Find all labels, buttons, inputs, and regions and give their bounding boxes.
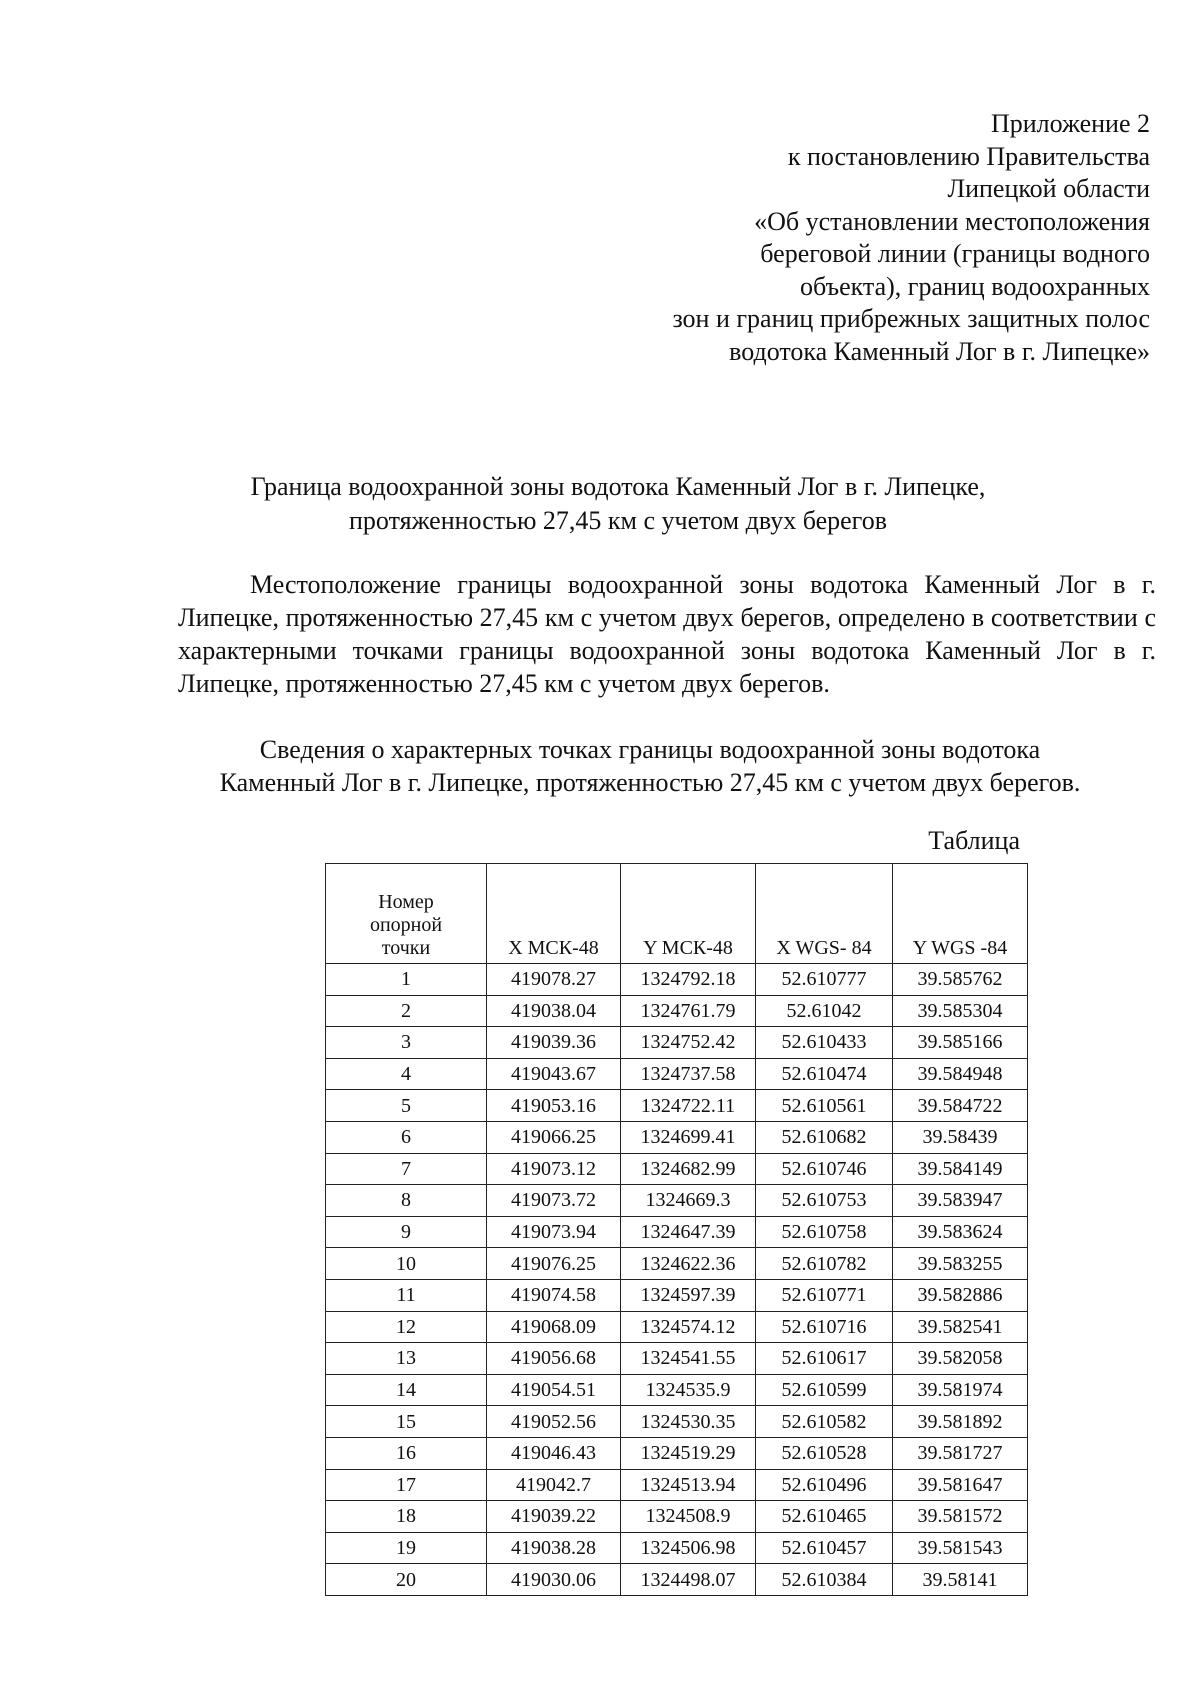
x-wgs-cell: 52.610384: [756, 1564, 893, 1596]
y-msk-cell: 1324722.11: [621, 1090, 756, 1122]
heading-line: протяженностью 27,45 км с учетом двух берегов: [349, 506, 887, 535]
table-row: [326, 1564, 1028, 1596]
x-msk-cell: 419038.28: [487, 1532, 621, 1564]
x-msk-cell: 419030.06: [487, 1564, 621, 1596]
header-x-msk: X МСК-48: [487, 864, 621, 964]
y-msk-cell: 1324761.79: [621, 995, 756, 1027]
x-msk-cell: 419076.25: [487, 1248, 621, 1280]
y-wgs-cell: 39.581974: [893, 1374, 1028, 1406]
table-row: [326, 1406, 1028, 1438]
x-wgs-cell: 52.610746: [756, 1153, 893, 1185]
x-msk-cell: 419078.27: [487, 964, 621, 996]
header-number-line: Номер: [378, 891, 434, 913]
header-y-msk: Y МСК-48: [621, 864, 756, 964]
y-wgs-cell: 39.583255: [893, 1248, 1028, 1280]
table-row: [326, 1469, 1028, 1501]
intro-line: Каменный Лог в г. Липецке, протяженностью 27,45 км с учетом двух берегов.: [219, 768, 1081, 797]
table-row: [326, 1437, 1028, 1469]
point-number-cell: 10: [326, 1248, 487, 1280]
table-row: [326, 1121, 1028, 1153]
y-msk-cell: 1324506.98: [621, 1532, 756, 1564]
x-wgs-cell: 52.610496: [756, 1469, 893, 1501]
x-wgs-cell: 52.610433: [756, 1027, 893, 1059]
table-row: [326, 1374, 1028, 1406]
y-msk-cell: 1324792.18: [621, 964, 756, 996]
x-wgs-cell: 52.610528: [756, 1437, 893, 1469]
x-msk-cell: 419066.25: [487, 1121, 621, 1153]
document-heading: [150, 470, 1086, 538]
table-intro: [150, 733, 1150, 799]
y-msk-cell: 1324737.58: [621, 1058, 756, 1090]
x-wgs-cell: 52.610716: [756, 1311, 893, 1343]
appendix-line: водотока Каменный Лог в г. Липецке»: [729, 336, 1150, 366]
y-msk-cell: 1324519.29: [621, 1437, 756, 1469]
y-wgs-cell: 39.581572: [893, 1501, 1028, 1533]
table-row: [326, 964, 1028, 996]
table-row: [326, 1311, 1028, 1343]
point-number-cell: 6: [326, 1121, 487, 1153]
point-number-cell: 5: [326, 1090, 487, 1122]
y-wgs-cell: 39.582886: [893, 1279, 1028, 1311]
point-number-cell: 20: [326, 1564, 487, 1596]
y-wgs-cell: 39.581892: [893, 1406, 1028, 1438]
table-row: [326, 1501, 1028, 1533]
point-number-cell: 11: [326, 1279, 487, 1311]
x-msk-cell: 419073.94: [487, 1216, 621, 1248]
table-row: [326, 1027, 1028, 1059]
x-msk-cell: 419073.72: [487, 1185, 621, 1217]
x-wgs-cell: 52.610474: [756, 1058, 893, 1090]
header-point-number: [326, 864, 487, 964]
appendix-line: зон и границ прибрежных защитных полос: [672, 304, 1150, 333]
x-wgs-cell: 52.610758: [756, 1216, 893, 1248]
x-wgs-cell: 52.610457: [756, 1532, 893, 1564]
x-msk-cell: 419046.43: [487, 1437, 621, 1469]
table-row: [326, 1090, 1028, 1122]
y-msk-cell: 1324513.94: [621, 1469, 756, 1501]
y-msk-cell: 1324597.39: [621, 1279, 756, 1311]
point-number-cell: 18: [326, 1501, 487, 1533]
y-msk-cell: 1324699.41: [621, 1121, 756, 1153]
y-wgs-cell: 39.585304: [893, 995, 1028, 1027]
y-msk-cell: 1324752.42: [621, 1027, 756, 1059]
x-msk-cell: 419056.68: [487, 1343, 621, 1375]
table-row: [326, 1216, 1028, 1248]
appendix-line: объекта), границ водоохранных: [800, 271, 1150, 301]
y-wgs-cell: 39.58439: [893, 1121, 1028, 1153]
x-wgs-cell: 52.610617: [756, 1343, 893, 1375]
appendix-line: Приложение 2: [990, 109, 1150, 138]
x-wgs-cell: 52.610682: [756, 1121, 893, 1153]
table-caption: Таблица: [928, 826, 1020, 855]
table-body: [326, 964, 1028, 1596]
header-number-line: точки: [381, 937, 431, 959]
point-number-cell: 15: [326, 1406, 487, 1438]
table-row: [326, 1279, 1028, 1311]
x-msk-cell: 419039.22: [487, 1501, 621, 1533]
table-row: [326, 995, 1028, 1027]
body-paragraph: Местоположение границы водоохранной зоны водотока Каменный Лог в г. Липецке, протяженностью 27,45 км с учетом двух берегов, определено в соответствии с характерными точками границы водоохранной зоны водотока Каменный Лог в г. Липецке, протяженностью 27,45 км с учетом двух берегов.: [178, 570, 1156, 698]
point-number-cell: 2: [326, 995, 487, 1027]
x-msk-cell: 419068.09: [487, 1311, 621, 1343]
x-msk-cell: 419054.51: [487, 1374, 621, 1406]
y-wgs-cell: 39.583624: [893, 1216, 1028, 1248]
table-row: [326, 1153, 1028, 1185]
heading-line: Граница водоохранной зоны водотока Каменный Лог в г. Липецке,: [250, 472, 986, 501]
appendix-line: к постановлению Правительства: [787, 141, 1150, 171]
x-msk-cell: 419042.7: [487, 1469, 621, 1501]
x-wgs-cell: 52.610561: [756, 1090, 893, 1122]
x-wgs-cell: 52.610771: [756, 1279, 893, 1311]
points-table: [325, 863, 1028, 1596]
x-wgs-cell: 52.610599: [756, 1374, 893, 1406]
header-number-line: опорной: [369, 914, 443, 936]
point-number-cell: 14: [326, 1374, 487, 1406]
header-x-wgs: X WGS- 84: [756, 864, 893, 964]
table-row: [326, 1532, 1028, 1564]
y-wgs-cell: 39.582541: [893, 1311, 1028, 1343]
point-number-cell: 17: [326, 1469, 487, 1501]
y-msk-cell: 1324508.9: [621, 1501, 756, 1533]
point-number-cell: 8: [326, 1185, 487, 1217]
x-wgs-cell: 52.610582: [756, 1406, 893, 1438]
y-msk-cell: 1324682.99: [621, 1153, 756, 1185]
table-row: [326, 1343, 1028, 1375]
y-wgs-cell: 39.584948: [893, 1058, 1028, 1090]
y-wgs-cell: 39.585762: [893, 964, 1028, 996]
table-row: [326, 1058, 1028, 1090]
y-wgs-cell: 39.584722: [893, 1090, 1028, 1122]
y-wgs-cell: 39.582058: [893, 1343, 1028, 1375]
y-wgs-cell: 39.583947: [893, 1185, 1028, 1217]
point-number-cell: 12: [326, 1311, 487, 1343]
x-wgs-cell: 52.610465: [756, 1501, 893, 1533]
appendix-line: Липецкой области: [947, 174, 1150, 203]
appendix-block: [590, 108, 1150, 368]
appendix-line: «Об установлении местоположения: [754, 206, 1150, 236]
y-wgs-cell: 39.584149: [893, 1153, 1028, 1185]
y-msk-cell: 1324541.55: [621, 1343, 756, 1375]
point-number-cell: 16: [326, 1437, 487, 1469]
x-wgs-cell: 52.61042: [756, 995, 893, 1027]
y-msk-cell: 1324574.12: [621, 1311, 756, 1343]
intro-line: Сведения о характерных точках границы водоохранной зоны водотока: [259, 735, 1041, 764]
y-wgs-cell: 39.581647: [893, 1469, 1028, 1501]
y-msk-cell: 1324498.07: [621, 1564, 756, 1596]
x-msk-cell: 419039.36: [487, 1027, 621, 1059]
y-wgs-cell: 39.581543: [893, 1532, 1028, 1564]
y-wgs-cell: 39.581727: [893, 1437, 1028, 1469]
point-number-cell: 3: [326, 1027, 487, 1059]
y-msk-cell: 1324647.39: [621, 1216, 756, 1248]
y-wgs-cell: 39.585166: [893, 1027, 1028, 1059]
appendix-line: береговой линии (границы водного: [760, 239, 1150, 268]
point-number-cell: 1: [326, 964, 487, 996]
table-row: [326, 1185, 1028, 1217]
x-msk-cell: 419043.67: [487, 1058, 621, 1090]
table-header-row: [326, 864, 1028, 964]
x-wgs-cell: 52.610777: [756, 964, 893, 996]
y-msk-cell: 1324669.3: [621, 1185, 756, 1217]
x-wgs-cell: 52.610782: [756, 1248, 893, 1280]
point-number-cell: 13: [326, 1343, 487, 1375]
x-msk-cell: 419074.58: [487, 1279, 621, 1311]
y-msk-cell: 1324535.9: [621, 1374, 756, 1406]
header-y-wgs: Y WGS -84: [893, 864, 1028, 964]
x-msk-cell: 419038.04: [487, 995, 621, 1027]
x-msk-cell: 419052.56: [487, 1406, 621, 1438]
x-msk-cell: 419053.16: [487, 1090, 621, 1122]
y-wgs-cell: 39.58141: [893, 1564, 1028, 1596]
table-row: [326, 1248, 1028, 1280]
point-number-cell: 9: [326, 1216, 487, 1248]
y-msk-cell: 1324622.36: [621, 1248, 756, 1280]
point-number-cell: 4: [326, 1058, 487, 1090]
point-number-cell: 7: [326, 1153, 487, 1185]
x-msk-cell: 419073.12: [487, 1153, 621, 1185]
point-number-cell: 19: [326, 1532, 487, 1564]
x-wgs-cell: 52.610753: [756, 1185, 893, 1217]
y-msk-cell: 1324530.35: [621, 1406, 756, 1438]
